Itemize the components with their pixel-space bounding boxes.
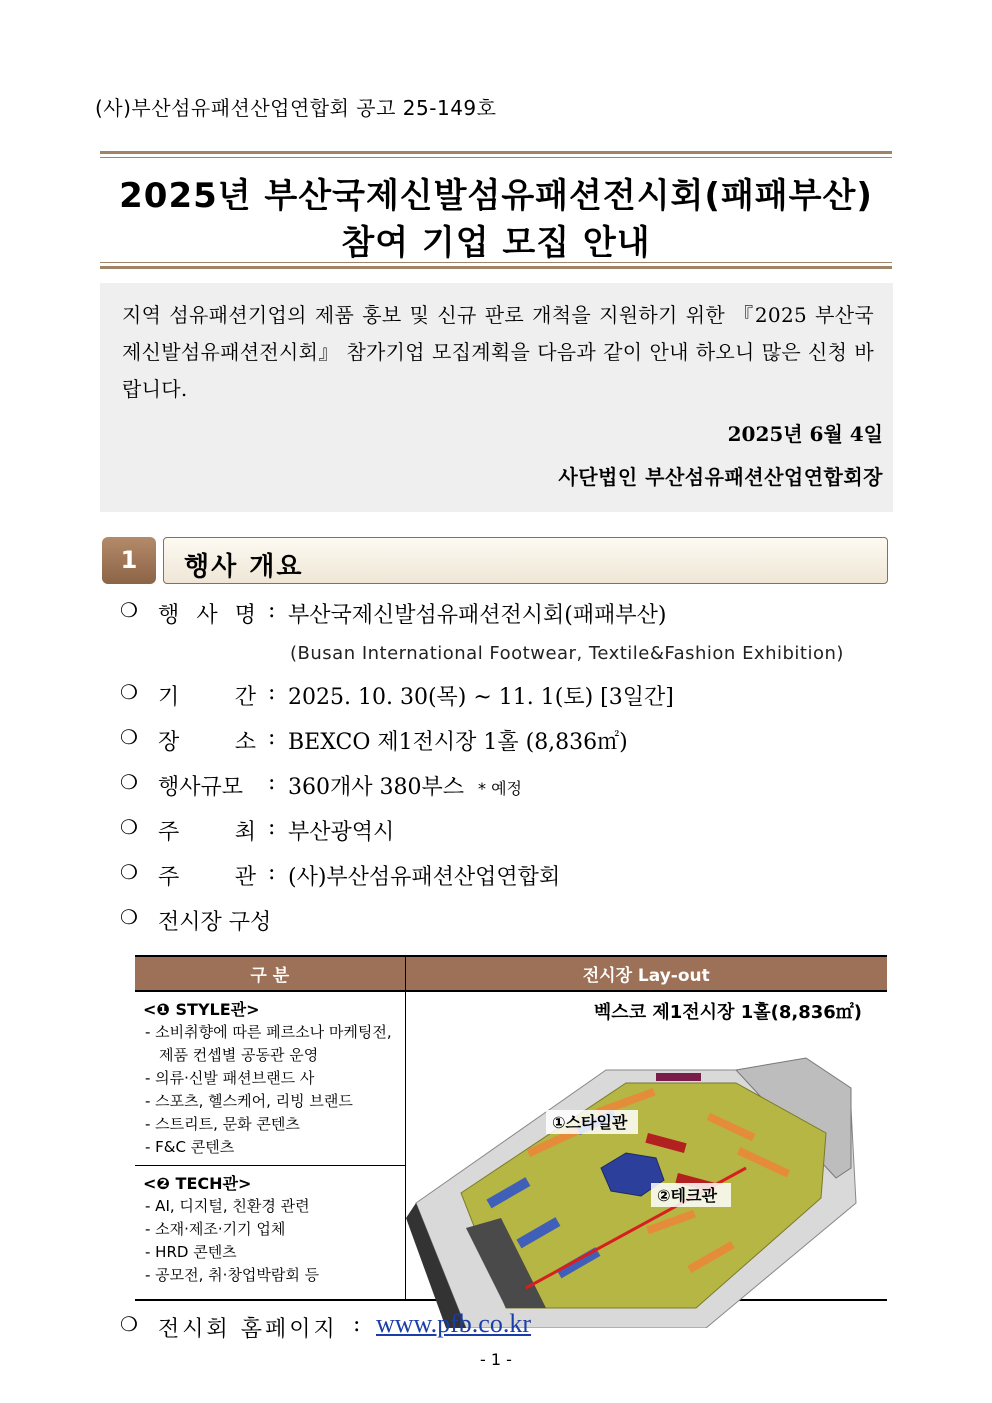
bullet-icon: ❍	[120, 815, 138, 839]
item-value: 2025. 10. 30(목) ~ 11. 1(토) [3일간]	[288, 685, 674, 710]
scale-note: * 예정	[477, 779, 522, 798]
list-item: - 의류·신발 패션브랜드 사	[145, 1069, 315, 1087]
item-colon: :	[268, 770, 276, 795]
list-item: - 소비취향에 따른 페르소나 마케팅전,	[145, 1023, 392, 1041]
tech-hall-title: <❷ TECH관>	[143, 1174, 252, 1193]
item-colon: :	[268, 725, 276, 750]
page-title-line1: 2025년 부산국제신발섬유패션전시회(패패부산)	[119, 176, 873, 216]
title-rule-top	[100, 151, 892, 154]
event-name-english: (Busan International Footwear, Textile&Fashion Exhibition)	[290, 643, 844, 664]
venue-floor-map	[406, 1028, 886, 1328]
item-colon: :	[268, 860, 276, 885]
booth-row	[656, 1073, 701, 1081]
style-hall-cell	[135, 991, 405, 1166]
section-number-badge: 1	[102, 537, 156, 584]
bullet-icon: ❍	[120, 860, 138, 884]
item-label: 행사규모	[158, 775, 244, 800]
section-title: 행사 개요	[184, 552, 304, 582]
item-value: 360개사 380부스 * 예정	[288, 775, 522, 800]
item-colon: :	[268, 815, 276, 840]
bullet-icon: ❍	[120, 680, 138, 704]
map-label-style-hall: ①스타일관	[551, 1113, 627, 1132]
list-item: - HRD 콘텐츠	[145, 1243, 237, 1261]
style-hall-title: <❶ STYLE관>	[143, 1000, 260, 1019]
bullet-icon: ❍	[120, 598, 138, 622]
title-rule-bottom-thin	[100, 262, 892, 263]
notice-number: (사)부산섬유패션산업연합회 공고 25-149호	[95, 96, 497, 120]
section-title-box	[163, 537, 888, 584]
list-item: 제품 컨셉별 공동관 운영	[159, 1046, 319, 1064]
intro-date: 2025년 6월 4일	[727, 422, 883, 446]
item-value: BEXCO 제1전시장 1홀 (8,836㎡)	[288, 730, 628, 755]
intro-signature: 사단법인 부산섬유패션산업연합회장	[558, 465, 883, 489]
bullet-icon: ❍	[120, 770, 138, 794]
item-label: 전시장 구성	[158, 910, 272, 935]
list-item: - 스트리트, 문화 콘텐츠	[145, 1115, 300, 1133]
bullet-icon: ❍	[120, 1312, 138, 1336]
list-item: - 소재·제조·기기 업체	[145, 1220, 286, 1238]
item-value: (사)부산섬유패션산업연합회	[288, 865, 561, 890]
bullet-icon: ❍	[120, 905, 138, 929]
item-value: 부산국제신발섬유패션전시회(패패부산)	[288, 603, 667, 628]
list-item: - 공모전, 취·창업박람회 등	[145, 1266, 320, 1284]
item-label: 장 소	[158, 730, 256, 755]
map-label-tech-hall: ②테크관	[656, 1186, 717, 1205]
item-label: 기 간	[158, 685, 256, 710]
item-label: 주 최	[158, 820, 256, 845]
homepage-link[interactable]: www.pfb.co.kr	[376, 1309, 531, 1338]
item-value: 부산광역시	[288, 820, 395, 845]
item-label: 주 관	[158, 865, 256, 890]
intro-text: 지역 섬유패션기업의 제품 홍보 및 신규 판로 개척을 지원하기 위한 『2025 부산국제신발섬유패션전시회』 참가기업 모집계획을 다음과 같이 안내 하오니 많은 신청 바랍니다.	[122, 303, 874, 401]
homepage-label: 전시회 홈페이지	[158, 1317, 338, 1342]
map-title: 벡스코 제1전시장 1홀(8,836㎡)	[593, 1002, 862, 1023]
item-label: 행 사 명	[158, 603, 256, 628]
tech-hall-cell	[135, 1166, 405, 1300]
list-item: - 스포츠, 헬스케어, 리빙 브랜드	[145, 1092, 353, 1110]
item-colon: :	[268, 680, 276, 705]
table-header-layout: 전시장 Lay-out	[405, 956, 887, 991]
item-colon: :	[268, 598, 276, 623]
layout-map-cell	[405, 991, 887, 1300]
bullet-icon: ❍	[120, 725, 138, 749]
title-rule-bottom	[100, 266, 892, 269]
title-rule-top-thin	[100, 157, 892, 158]
venue-layout-table	[135, 955, 887, 1301]
page-number: - 1 -	[480, 1350, 512, 1369]
list-item: - AI, 디지털, 친환경 관련	[145, 1197, 310, 1215]
homepage-colon: :	[353, 1312, 361, 1337]
intro-box	[100, 283, 893, 512]
list-item: - F&C 콘텐츠	[145, 1138, 235, 1156]
table-header-category: 구 분	[135, 956, 405, 991]
page-title-line2: 참여 기업 모집 안내	[341, 223, 651, 263]
